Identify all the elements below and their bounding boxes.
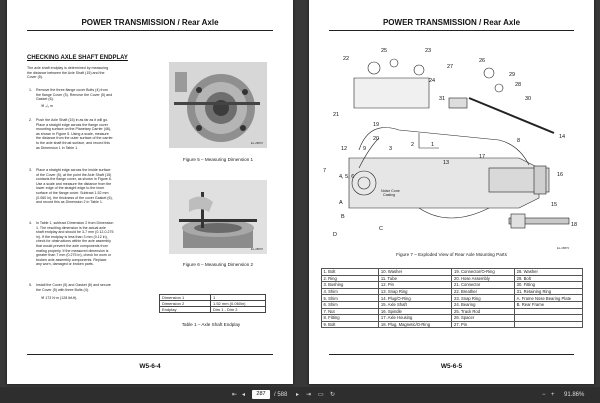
callout-label: 16 <box>557 172 564 178</box>
step-number: 4. <box>29 221 32 225</box>
table-row <box>322 301 583 308</box>
step-line: the Cover (5) with three Bolts (4). <box>36 287 89 292</box>
callout-label: 8 <box>517 138 521 144</box>
axle-flange-illustration <box>169 62 267 148</box>
figure-7-caption: Figure 7 – Exploded View of Rear Axle Mounting Parts <box>396 252 507 257</box>
table-cell: 31. Retaining Ring <box>515 288 583 295</box>
table-cell: 4. Shim <box>322 288 379 295</box>
callout-label: 18 <box>571 222 578 228</box>
step-number: 2. <box>29 118 32 122</box>
procedure-step-5 <box>29 283 159 293</box>
callout-label: A <box>339 200 343 206</box>
figure-5-caption: Figure 5 – Measuring Dimension 1 <box>182 157 254 162</box>
table-cell: 24. Bearing <box>452 301 515 308</box>
page-number-input[interactable]: 287 <box>252 390 270 399</box>
callout-label: 2 <box>411 142 415 148</box>
noise-cone-label: Casting <box>383 193 396 197</box>
cover-measurement-illustration <box>169 180 267 254</box>
step-line: (0.060 in), the thickness of the cover Gasket (6), <box>36 195 113 200</box>
callout-label: 30 <box>525 96 532 102</box>
zoom-level[interactable]: 91.86% <box>564 392 585 398</box>
page-footer: W5-6-5 <box>440 363 463 370</box>
table-row <box>322 275 583 282</box>
table-cell: 6. Shim <box>322 301 379 308</box>
intro-line: The axle shaft endplay is determined by measuring <box>27 66 109 70</box>
step-number: 3. <box>29 168 32 172</box>
table-cell: 16. Spindle <box>379 308 452 315</box>
procedure-step-1 <box>29 88 159 104</box>
callout-label: 19 <box>373 122 380 128</box>
table-cell: 30. Fitting <box>515 282 583 289</box>
table-cell: 2. Ring <box>322 275 379 282</box>
callout-label: 9 <box>363 146 367 152</box>
intro-line: the distance between the Axle Shaft (15) and the <box>27 70 105 75</box>
step-line: mating properly. If the measured dimension is <box>36 248 109 253</box>
table-cell: 21. Connector <box>452 282 515 289</box>
step-line: Install the Cover (5) and Gasket (6) and secure <box>36 283 111 287</box>
table-cell: 3. Bushing <box>322 282 379 289</box>
table-row <box>322 315 583 322</box>
table-row <box>322 282 583 289</box>
page-total: / 588 <box>274 392 288 398</box>
zoom-out-icon[interactable]: − <box>542 392 546 398</box>
step-line: and record this as Dimension 2 in Table 1. <box>36 200 103 205</box>
footer-rule <box>27 354 273 355</box>
torque-spec: ⚒ ₇/₈ m <box>41 104 53 108</box>
table-row <box>322 295 583 302</box>
table-cell: 1.52 mm (0.060in) <box>211 301 266 307</box>
callout-label: 31 <box>439 96 446 102</box>
table-cell: Endplay <box>160 307 211 313</box>
table-cell: 5. Shim <box>322 295 379 302</box>
callout-label: 4, 5, 6 <box>339 174 355 180</box>
table-cell: 15. Axle Shaft <box>379 301 452 308</box>
callout-label: 20 <box>373 136 380 142</box>
step-line: lower edge of the straight edge to the inner <box>36 186 105 191</box>
callout-label: 12 <box>341 146 348 152</box>
step-line: in). If the endplay is less than 3 mm (0.12 in), <box>36 234 108 239</box>
table-cell: 11. Tube <box>379 275 452 282</box>
step-line: the distance from the outer surface of the carrier <box>36 136 113 141</box>
table-row <box>322 321 583 328</box>
table-cell: A. Frame Nose Bearing Plate <box>515 295 583 302</box>
table-cell: 13. Snap Ring <box>379 288 452 295</box>
header-rule <box>329 30 574 31</box>
callout-label: 21 <box>333 112 340 118</box>
noise-cone-label: Noise Cone <box>381 189 400 193</box>
intro-paragraph <box>27 66 108 80</box>
step-line: 1. The resulting dimension is the actual axle <box>36 225 106 230</box>
step-line: Place a straight edge across the inside surface <box>36 168 111 172</box>
step-number: 5. <box>29 283 32 287</box>
callout-label: 7 <box>323 168 327 174</box>
table-cell: 29. Bolt <box>515 275 583 282</box>
first-page-icon[interactable]: ⇤ <box>232 392 238 398</box>
table-cell <box>515 315 583 322</box>
callout-label: 27 <box>447 64 454 70</box>
footer-rule <box>329 354 574 355</box>
table-cell: 17. Axle Housing <box>379 315 452 322</box>
step-line: as shown in Figure 5. Using a scale, measure <box>36 131 109 136</box>
callout-label: 26 <box>479 58 486 64</box>
step-line: Use a scale and measure the distance from the <box>36 181 112 186</box>
zoom-in-icon[interactable]: + <box>551 392 555 398</box>
callout-label: 22 <box>343 56 350 62</box>
callout-label: 29 <box>509 72 516 78</box>
previous-page-icon[interactable]: ◂ <box>242 392 246 398</box>
page-header: POWER TRANSMISSION / Rear Axle <box>382 18 521 27</box>
table-row <box>322 288 583 295</box>
step-line: Place a straight edge across the flange cover <box>36 122 108 127</box>
document-page-right <box>309 0 594 384</box>
callout-label: 23 <box>425 48 432 54</box>
figure-code: EL-28870 <box>557 246 570 250</box>
fit-page-icon[interactable]: ▭ <box>318 392 324 398</box>
table-1-caption: Table 1 – Axle Shaft Endplay <box>181 322 241 327</box>
viewer-toolbar <box>0 387 600 403</box>
table-cell: 1. Bolt <box>322 269 379 276</box>
table-cell: 23. Snap Ring <box>452 295 515 302</box>
callout-label: C <box>379 226 383 232</box>
table-cell: 25. Track Rod <box>452 308 515 315</box>
step-line: mounting surface on the Planetary Carrier (46), <box>36 127 112 132</box>
callout-label: 28 <box>515 82 522 88</box>
table-cell: Dimension 2 <box>160 301 211 307</box>
step-line: contacts the flange cover, as shown in Figure 6. <box>36 177 112 182</box>
table-cell: 27. Pin <box>452 321 515 328</box>
table-cell: 7. Nut <box>322 308 379 315</box>
table-cell: 18. Plug, Magnetic/O-Ring <box>379 321 452 328</box>
step-line: of the Cover (5), at the point the Axle Shaft (15) <box>36 172 112 177</box>
step-line: greater than 7 mm (0.275 in), check for worn or <box>36 253 112 258</box>
table-cell <box>515 321 583 328</box>
step-line: shaft endplay and should be 3-7 mm (0.12-0.275 <box>36 230 114 235</box>
table-cell: 28. Washer <box>515 269 583 276</box>
figure-5-photo <box>169 62 267 148</box>
header-rule <box>27 30 273 31</box>
endplay-table <box>159 294 266 313</box>
table-cell: 20. Hose Assembly <box>452 275 515 282</box>
figure-code: EL-28870 <box>250 141 263 145</box>
intro-line: Cover (5). <box>27 75 43 80</box>
table-row <box>322 308 583 315</box>
procedure-step-2 <box>29 118 159 152</box>
table-row <box>322 269 583 276</box>
table-cell: 8. Fitting <box>322 315 379 322</box>
table-cell: B. Rear Frame <box>515 301 583 308</box>
rotate-icon[interactable]: ↻ <box>330 392 336 398</box>
table-cell: Dim 1 - Dim 2 <box>211 307 266 313</box>
torque-spec: ⚒ 173 N·m (128 lbf-ft). <box>41 296 78 300</box>
callout-label: 14 <box>559 134 566 140</box>
document-page-left <box>7 0 293 384</box>
table-cell: 14. Plug/O-Ring <box>379 295 452 302</box>
callout-label: 13 <box>443 160 450 166</box>
callout-label: 1 <box>431 142 435 148</box>
callout-label: 17 <box>479 154 486 160</box>
next-page-icon[interactable]: ▸ <box>296 392 300 398</box>
step-line: surface of the flange cover. Subtract 1.52 mm <box>36 190 109 195</box>
table-cell <box>515 308 583 315</box>
step-line: Remove the three flange cover Bolts (4) from <box>36 88 108 92</box>
procedure-step-4 <box>29 221 159 269</box>
table-cell: 22. Breather <box>452 288 515 295</box>
step-number: 1. <box>29 88 32 92</box>
step-line: Push the Axle Shaft (15) in as far as it will go. <box>36 118 109 122</box>
exploded-view-diagram <box>319 38 584 253</box>
callout-label: 3 <box>389 146 393 152</box>
callout-label: 15 <box>551 202 558 208</box>
page-footer: W5-6-4 <box>139 363 161 370</box>
step-line: that would prevent the axle components from <box>36 243 108 248</box>
last-page-icon[interactable]: ⇥ <box>306 392 312 398</box>
callout-label: 25 <box>381 48 388 54</box>
table-cell: 19. Connector/O-Ring <box>452 269 515 276</box>
procedure-step-3 <box>29 168 159 206</box>
callout-label: D <box>333 232 337 238</box>
callout-label: B <box>341 214 345 220</box>
step-line: to the axle shaft thrust surface, and record this <box>36 140 110 145</box>
step-line: In Table 1, subtract Dimension 2 from Dimension <box>36 221 114 225</box>
step-line: any worn, damaged or broken parts. <box>36 262 94 267</box>
table-cell: Dimension 1 <box>160 295 211 301</box>
step-line: as Dimension 1 in Table 1. <box>36 145 79 150</box>
callout-label: 24 <box>429 78 436 84</box>
table-cell: 9. Bolt <box>322 321 379 328</box>
step-line: Gasket (6). <box>36 97 54 102</box>
parts-list-table <box>321 268 583 328</box>
figure-code: EL-28870 <box>250 247 263 251</box>
page-header: POWER TRANSMISSION / Rear Axle <box>81 18 219 27</box>
step-line: broken axle assembly components. Replace <box>36 257 107 262</box>
figure-6-photo <box>169 180 267 254</box>
table-cell: 1 <box>211 295 266 301</box>
section-title: CHECKING AXLE SHAFT ENDPLAY <box>27 55 128 61</box>
table-cell: 12. Pin <box>379 282 452 289</box>
step-line: check for obstructions within the axle assembly <box>36 239 111 244</box>
table-cell: 26. Spacer <box>452 315 515 322</box>
figure-6-caption: Figure 6 – Measuring Dimension 2 <box>182 262 254 267</box>
table-cell: 10. Washer <box>379 269 452 276</box>
table-row <box>160 307 266 313</box>
step-line: the flange Cover (5). Remove the Cover (5) and <box>36 92 113 97</box>
